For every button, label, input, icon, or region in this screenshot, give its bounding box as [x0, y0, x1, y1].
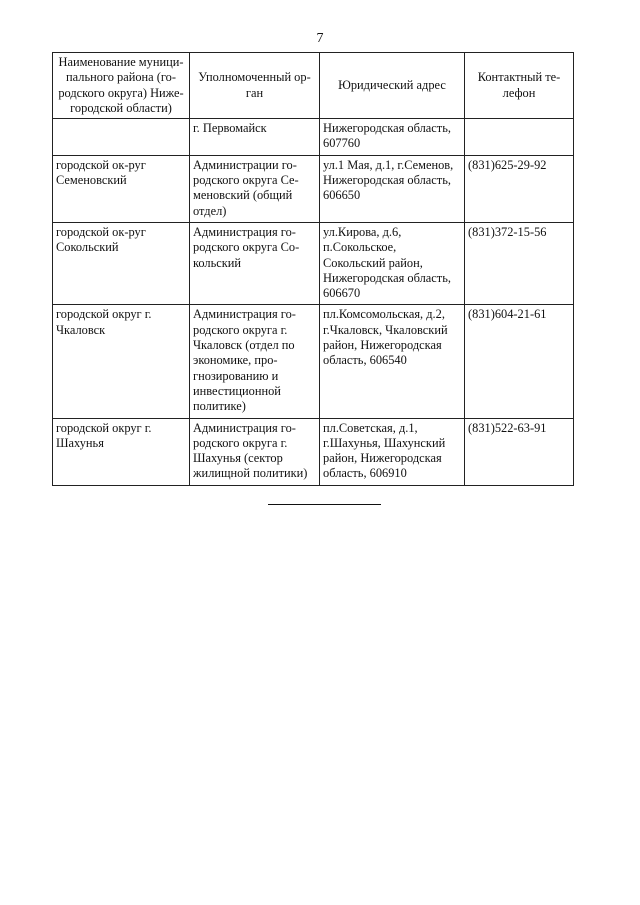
cell-district: городской округ г. Чкаловск	[53, 305, 190, 418]
header-address: Юридический адрес	[320, 53, 465, 119]
table-row	[53, 305, 574, 418]
cell-address: ул.1 Мая, д.1, г.Семенов, Нижегородская область, 606650	[320, 155, 465, 222]
cell-authority: Администрации го-родского округа Се-меновский (общий отдел)	[190, 155, 320, 222]
cell-district: городской ок-руг Семеновский	[53, 155, 190, 222]
cell-phone: (831)372-15-56	[465, 222, 574, 304]
cell-address: Нижегородская область, 607760	[320, 119, 465, 156]
page-number: 7	[316, 31, 324, 46]
table-header-row	[53, 53, 574, 119]
cell-phone: (831)604-21-61	[465, 305, 574, 418]
table-row	[53, 155, 574, 222]
cell-district	[53, 119, 190, 156]
closing-divider	[268, 504, 381, 505]
authorities-table	[52, 52, 574, 486]
cell-phone: (831)522-63-91	[465, 418, 574, 485]
cell-authority: Администрация го-родского округа г. Чкаловск (отдел по экономике, про-гнозированию и инвестиционной политике)	[190, 305, 320, 418]
header-phone: Контактный те-лефон	[465, 53, 574, 119]
cell-authority: Администрация го-родского округа г. Шахунья (сектор жилищной политики)	[190, 418, 320, 485]
table-row	[53, 222, 574, 304]
cell-authority: Администрация го-родского округа Со-кольский	[190, 222, 320, 304]
table-row	[53, 418, 574, 485]
cell-phone	[465, 119, 574, 156]
cell-district: городской округ г. Шахунья	[53, 418, 190, 485]
table-row	[53, 119, 574, 156]
header-authority: Уполномоченный ор-ган	[190, 53, 320, 119]
cell-district: городской ок-руг Сокольский	[53, 222, 190, 304]
cell-address: пл.Комсомольская, д.2, г.Чкаловск, Чкаловский район, Нижегородская область, 606540	[320, 305, 465, 418]
cell-address: ул.Кирова, д.6, п.Сокольское, Сокольский район, Нижегородская область, 606670	[320, 222, 465, 304]
cell-address: пл.Советская, д.1, г.Шахунья, Шахунский район, Нижегородская область, 606910	[320, 418, 465, 485]
cell-authority: г. Первомайск	[190, 119, 320, 156]
cell-phone: (831)625-29-92	[465, 155, 574, 222]
header-district: Наименование муници-пального района (го-родского округа) Ниже-городской области)	[53, 53, 190, 119]
